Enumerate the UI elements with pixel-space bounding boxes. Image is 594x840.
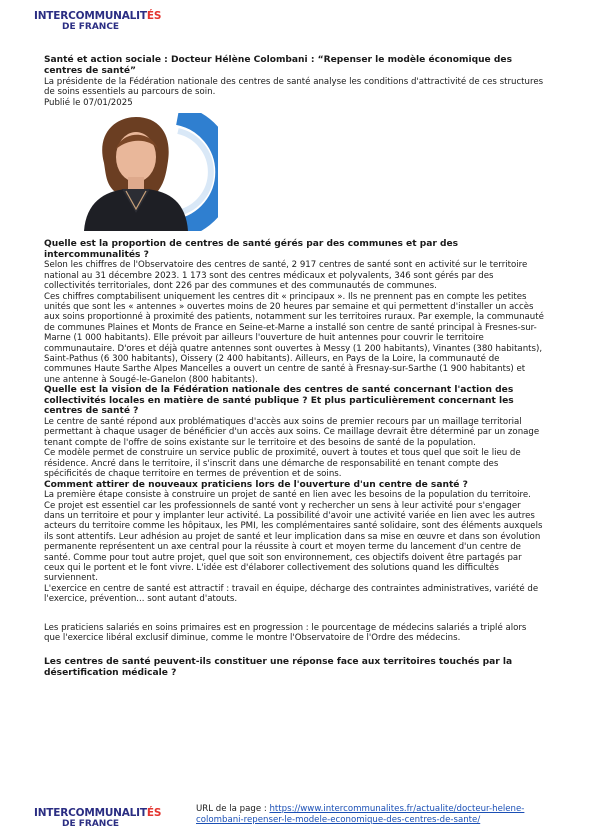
publish-date: Publié le 07/01/2025 [44, 97, 133, 108]
paragraph-8: Les praticiens salariés en soins primaires est en progression : le pourcentage de médecins salariés a triplé alors que l'exercice libéral exclusif diminue, comme le montre l'Observatoire de l'Ordre des médecins. [44, 622, 527, 643]
article-lead: La présidente de la Fédération nationale des centres de santé analyse les conditions d'attractivité de ces structures de soins essentiels au parcours de soin. [44, 77, 544, 98]
logo-top[interactable] [34, 11, 161, 32]
paragraph-5: La première étape consiste à construire un projet de santé en lien avec les besoins de la population du territoire. [44, 490, 531, 501]
portrait-illustration [66, 113, 218, 231]
logo-text-part3: DE FRANCE [62, 818, 120, 829]
question-3: Comment attirer de nouveaux praticiens lors de l'ouverture d'un centre de santé ? [44, 479, 468, 490]
paragraph-3: Le centre de santé répond aux problématiques d'accès aux soins de premier recours par un maillage territorial permettant à chaque usager de bénéficier d'un accès aux soins. Ce maillage devrait être déterminé par un zonage tenant compte de l'offre de soins existante sur le territoire et des besoins de santé de la population. [44, 417, 540, 448]
url-label: URL de la page : [196, 804, 270, 814]
logo-bottom[interactable] [34, 808, 161, 829]
logo-text-part1: INTERCOMMUNALIT [34, 807, 147, 819]
portrait-photo [66, 113, 218, 231]
spacer [44, 643, 544, 657]
question-4: Les centres de santé peuvent-ils constituer une réponse face aux territoires touchés par la désertification médicale ? [44, 657, 513, 678]
logo-text-part1: INTERCOMMUNALIT [34, 10, 147, 22]
question-2: Quelle est la vision de la Fédération nationale des centres de santé concernant l'action des collectivités locales en matière de santé publique ? Et plus particulièrement concernant les centres de santé ? [44, 385, 514, 417]
paragraph-4: Ce modèle permet de construire un service public de proximité, ouvert à toutes et tous quel que soit le lieu de résidence. Ancré dans le territoire, il s'inscrit dans une démarche de responsabilité en tenant compte des spécificités de chaque territoire en termes de prévention et de soins. [44, 448, 521, 480]
question-1: Quelle est la proportion de centres de santé gérés par des communes et par des intercommunalités ? [44, 239, 459, 260]
paragraph-1: Selon les chiffres de l'Observatoire des centres de santé, 2 917 centres de santé sont en activité sur le territoire national au 31 décembre 2023. 1 173 sont des centres médicaux et polyvalents, 346 sont gérés par des collectivités territoriales, dont 226 par des communes et des communautés de communes. [44, 260, 528, 292]
spacer [44, 605, 544, 623]
paragraph-7: L'exercice en centre de santé est attractif : travail en équipe, décharge des contraintes administratives, variété de l'exercice, prévention... sont autant d'atouts. [44, 583, 539, 605]
paragraph-6: Ce projet est essentiel car les professionnels de santé vont y rechercher un sens à leur activité pour s'engager dans un territoire et pour y implanter leur activité. La possibilité d'avoir une activité variée en lien avec les autres acteurs du territoire comme les hôpitaux, les PMI, les complémentaires santé solidaire, sont des éléments auxquels ils sont attentifs. Leur adhésion au projet de santé et leur implication dans sa mise en œuvre et dans son évolution permanente représentent un axe central pour la réussite à court et moyen terme du lancement d'un centre de santé. Comme pour tout autre projet, quel que soit son environnement, ces objectifs doivent être partagés par ceux qui le portent et le font vivre. L'idée est d'élaborer collectivement des solutions quand les difficultés surviennent. [44, 500, 543, 584]
logo-text-part2: ÉS [146, 10, 162, 22]
article-title: Santé et action sociale : Docteur Hélène Colombani : “Repenser le modèle économique des centres de santé” [44, 55, 512, 76]
page-url [196, 804, 556, 826]
logo-text-part2: ÉS [146, 807, 162, 819]
paragraph-2: Ces chiffres comptabilisent uniquement les centres dit « principaux ». Ils ne prennent pas en compte les petites unités que sont les « antennes » ouvertes moins de 20 heures par semaine et qui permettent d'installer un accès aux soins proportionné à proximité des patients, notamment sur les territoires ruraux. Par exemple, la communauté de communes Plaines et Monts de France en Seine-et-Marne a installé son centre de santé principal à Fresnes-sur-Marne (1 000 habitants). Elle prévoit par ailleurs l'ouverture de huit antennes pour couvrir le territoire communautaire. D'ores et déjà quatre antennes sont ouvertes à Messy (1 200 habitants), Vinantes (380 habitants), Saint-Pathus (6 300 habitants), Oissery (2 400 habitants). Ailleurs, en Pays de la Loire, la communauté de communes Haute Sarthe Alpes Mancelles a ouvert un centre de santé à Fresnay-sur-Sarthe (1 900 habitants) et une antenne à Sougé-le-Ganelon (800 habitants). [44, 291, 544, 385]
url-link[interactable]: https://www.intercommunalites.fr/actualite/docteur-helene-colombani-repenser-le-modele-economique-des-centres-de-sante/ [196, 804, 525, 825]
article [44, 55, 544, 679]
logo-text-part3: DE FRANCE [62, 21, 120, 32]
